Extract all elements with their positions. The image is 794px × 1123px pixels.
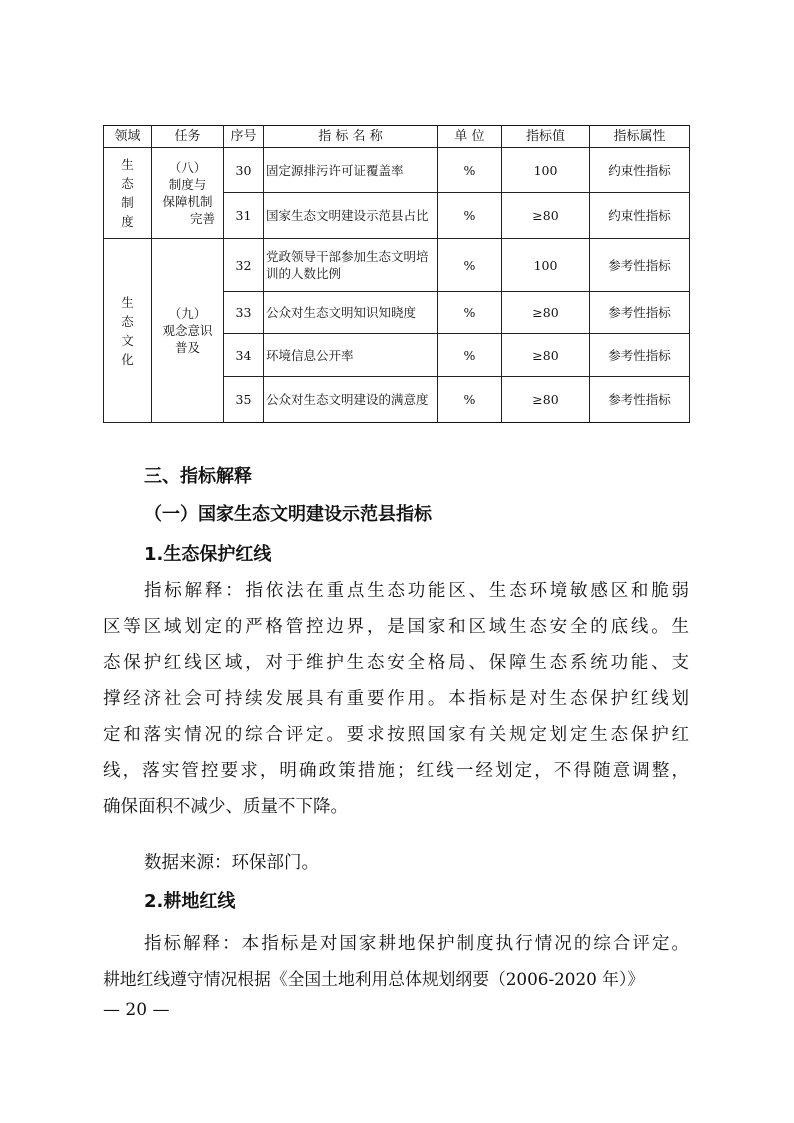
indicator-name: 党政领导干部参加生态文明培训的人数比例 [264,239,438,292]
indicator-attribute: 参考性指标 [590,239,690,292]
unit: % [438,334,502,377]
task-line: （八） [168,160,207,175]
unit: % [438,292,502,334]
paragraph-line: 指标解释：指依法在重点生态功能区、生态环境敏感区和脆弱 [144,581,689,601]
indicator-name: 环境信息公开率 [264,334,438,377]
task-line: 保障机制 [162,194,213,209]
indicator-name: 公众对生态文明知识知晓度 [264,292,438,334]
header-domain: 领域 [104,126,152,148]
paragraph-line: 态保护红线区域，对于维护生态安全格局、保障生态系统功能、支 [103,653,689,673]
task-line: （九） [168,306,207,321]
task-line: 观念意识 [162,323,213,338]
header-unit: 单 位 [438,126,502,148]
paragraph-line: 线，落实管控要求，明确政策措施；红线一经划定，不得随意调整， [103,761,689,781]
paragraph-line: 撑经济社会可持续发展具有重要作用。本指标是对生态保护红线划 [103,689,689,709]
row-number: 33 [224,292,264,334]
indicator-name: 固定源排污许可证覆盖率 [264,148,438,193]
paragraph-line: 指标解释：本指标是对国家耕地保护制度执行情况的综合评定。 [144,934,689,954]
task-line: 完善 [189,211,215,226]
paragraph-line: 耕地红线遵守情况根据《全国土地利用总体规划纲要（2006-2020 年）》 [103,969,645,989]
header-number: 序号 [224,126,264,148]
header-attribute: 指标属性 [590,126,690,148]
domain-label: 生态制度 [121,157,134,229]
unit: % [438,193,502,239]
indicator-attribute: 约束性指标 [590,148,690,193]
indicator-attribute: 参考性指标 [590,377,690,423]
task-line: 普及 [174,340,200,355]
target-value: 100 [502,148,590,193]
indicator-attribute: 约束性指标 [590,193,690,239]
target-value: ≥80 [502,292,590,334]
header-task: 任务 [152,126,224,148]
row-number: 30 [224,148,264,193]
task-line: 制度与 [168,177,207,192]
domain-label: 生态文化 [121,294,134,367]
row-number: 35 [224,377,264,423]
paragraph-line: 定和落实情况的综合评定。要求按照国家有关规定划定生态保护红 [103,725,689,745]
unit: % [438,239,502,292]
unit: % [438,148,502,193]
indicator-name: 国家生态文明建设示范县占比 [264,193,438,239]
indicator-attribute: 参考性指标 [590,334,690,377]
document-body [103,0,689,1123]
row-number: 32 [224,239,264,292]
section-heading: 三、指标解释 [144,466,252,487]
target-value: ≥80 [502,334,590,377]
row-number: 34 [224,334,264,377]
item-title: 2.耕地红线 [144,891,236,912]
target-value: ≥80 [502,377,590,423]
target-value: ≥80 [502,193,590,239]
unit: % [438,377,502,423]
header-indicator-name: 指 标 名 称 [264,126,438,148]
paragraph-line: 区等区域划定的严格管控边界，是国家和区域生态安全的底线。生 [103,617,689,637]
subsection-heading: （一）国家生态文明建设示范县指标 [144,504,432,525]
page-number: — 20 — [103,1000,170,1020]
indicator-name: 公众对生态文明建设的满意度 [264,377,438,423]
header-value: 指标值 [502,126,590,148]
item-title: 1.生态保护红线 [144,544,272,565]
paragraph-line: 确保面积不减少、质量不下降。 [103,797,348,817]
row-number: 31 [224,193,264,239]
data-source: 数据来源：环保部门。 [144,853,319,873]
indicator-attribute: 参考性指标 [590,292,690,334]
target-value: 100 [502,239,590,292]
